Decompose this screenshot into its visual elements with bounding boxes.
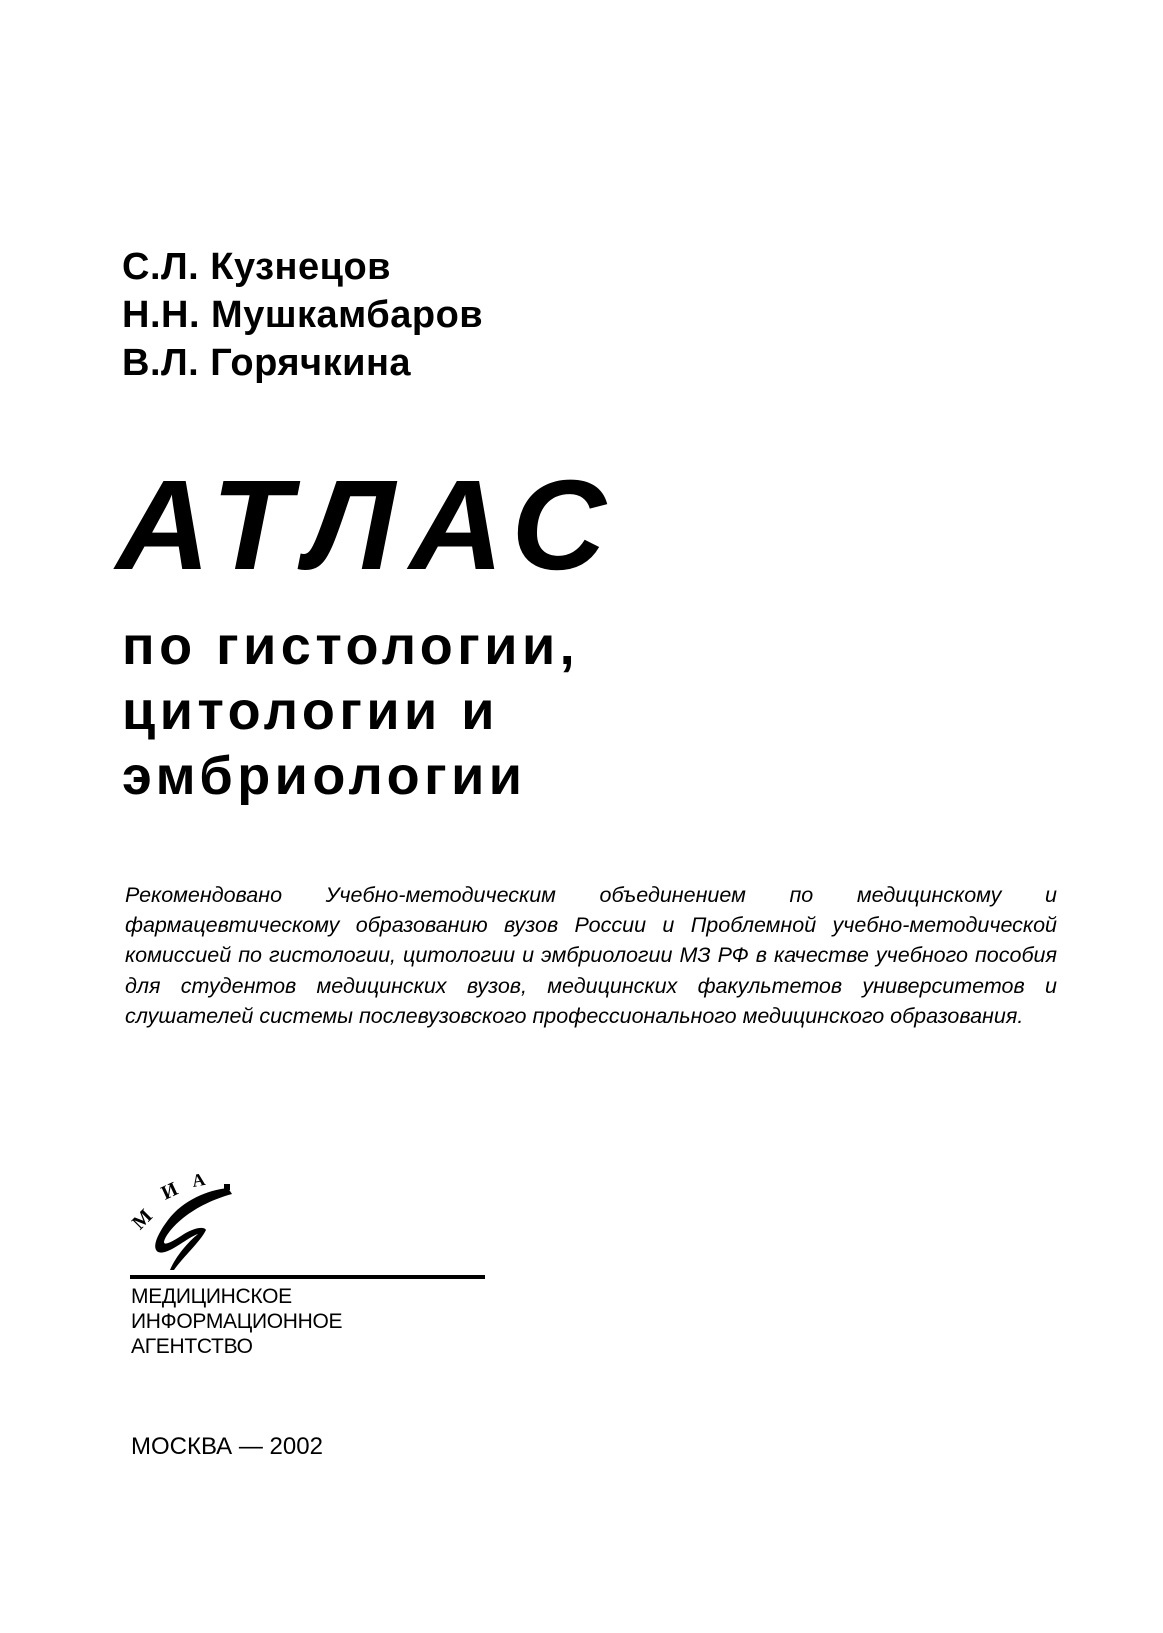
subtitle-line-3: эмбриологии bbox=[122, 746, 527, 806]
subtitle-line-1: по гистологии, bbox=[122, 616, 580, 676]
publisher-line-2: ИНФОРМАЦИОННОЕ bbox=[131, 1310, 343, 1333]
logo-letter-m: М bbox=[128, 1205, 157, 1235]
mia-publisher-logo-icon bbox=[128, 1166, 248, 1276]
book-subtitle bbox=[122, 614, 579, 809]
publisher-line-3: АГЕНТСТВО bbox=[131, 1335, 253, 1358]
imprint-city-year: МОСКВА — 2002 bbox=[131, 1433, 323, 1460]
recommendation-text: Рекомендовано Учебно-методическим объединением по медицинскому и фармацевтическому образованию вузов России и Проблемной учебно-методической комиссией по гистологии, цитологии и эмбриологии МЗ РФ в качестве учебного пособия для студентов медицинских вузов, медицинских факультетов университетов и слушателей системы послевузовского профессионального медицинского образования. bbox=[125, 883, 1057, 1028]
publisher-name bbox=[131, 1284, 342, 1359]
author-3: В.Л. Горячкина bbox=[122, 342, 412, 384]
book-title: АТЛАС bbox=[116, 454, 621, 597]
logo-letter-a: А bbox=[190, 1168, 207, 1191]
author-2: Н.Н. Мушкамбаров bbox=[122, 294, 484, 336]
logo-letter-i: И bbox=[157, 1177, 182, 1205]
publisher-line-1: МЕДИЦИНСКОЕ bbox=[131, 1285, 292, 1308]
publisher-divider bbox=[130, 1275, 485, 1279]
authors-block bbox=[122, 243, 483, 387]
subtitle-line-2: цитологии и bbox=[122, 681, 499, 741]
author-1: С.Л. Кузнецов bbox=[122, 246, 392, 288]
